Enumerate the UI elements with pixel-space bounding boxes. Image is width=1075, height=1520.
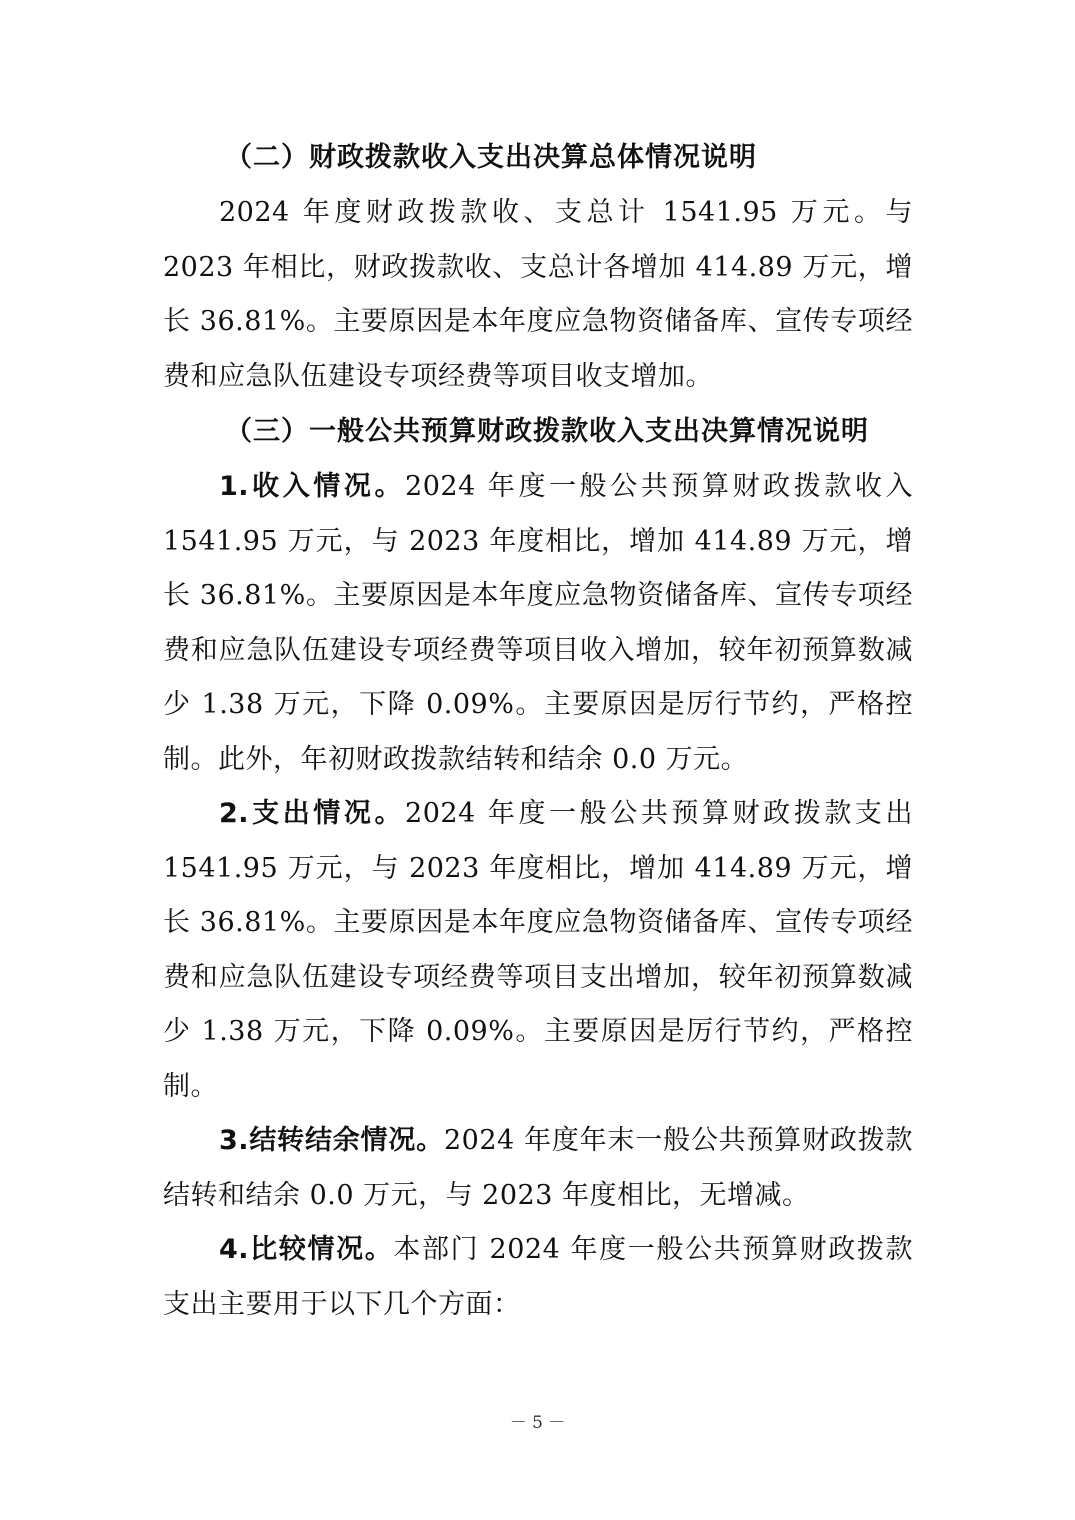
section-2-paragraph: 2024 年度财政拨款收、支总计 1541.95 万元。与 2023 年相比，财政拨款收、支总计各增加 414.89 万元，增长 36.81%。主要原因是本年度应急物资储备库、宣传专项经费和应急队伍建设专项经费等项目收支增加。: [163, 197, 913, 392]
page-content: [163, 130, 913, 1332]
comparison-paragraph: [163, 1223, 913, 1332]
comparison-text: 本部门 2024 年度一般公共预算财政拨款支出主要用于以下几个方面：: [163, 1234, 913, 1320]
income-text: 2024 年度一般公共预算财政拨款收入 1541.95 万元，与 2023 年度相比，增加 414.89 万元，增长 36.81%。主要原因是本年度应急物资储备库、宣传专项经费和应急队伍建设专项经费等项目收入增加，较年初预算数减少 1.38 万元，下降 0.09%。主要原因是厉行节约，严格控制。此外，年初财政拨款结转和结余 0.0 万元。: [163, 471, 914, 775]
page-number: － 5 －: [509, 1413, 566, 1433]
income-paragraph: [163, 460, 913, 787]
section-heading-2: （二）财政拨款收入支出决算总体情况说明: [225, 142, 757, 173]
expenditure-paragraph: [163, 787, 913, 1114]
carryover-lead: 3.结转结余情况。: [219, 1125, 444, 1156]
comparison-lead: 4.比较情况。: [219, 1234, 394, 1265]
expenditure-text: 2024 年度一般公共预算财政拨款支出 1541.95 万元，与 2023 年度相比，增加 414.89 万元，增长 36.81%。主要原因是本年度应急物资储备库、宣传专项经费和应急队伍建设专项经费等项目支出增加，较年初预算数减少 1.38 万元，下降 0.09%。主要原因是厉行节约，严格控制。: [163, 798, 914, 1102]
carryover-paragraph: [163, 1114, 913, 1223]
carryover-text: 2024 年度年末一般公共预算财政拨款结转和结余 0.0 万元，与 2023 年度相比，无增减。: [163, 1125, 913, 1211]
expenditure-lead: 2.支出情况。: [219, 798, 406, 829]
section-heading-3: （三）一般公共预算财政拨款收入支出决算情况说明: [225, 416, 869, 447]
income-lead: 1.收入情况。: [219, 471, 406, 502]
